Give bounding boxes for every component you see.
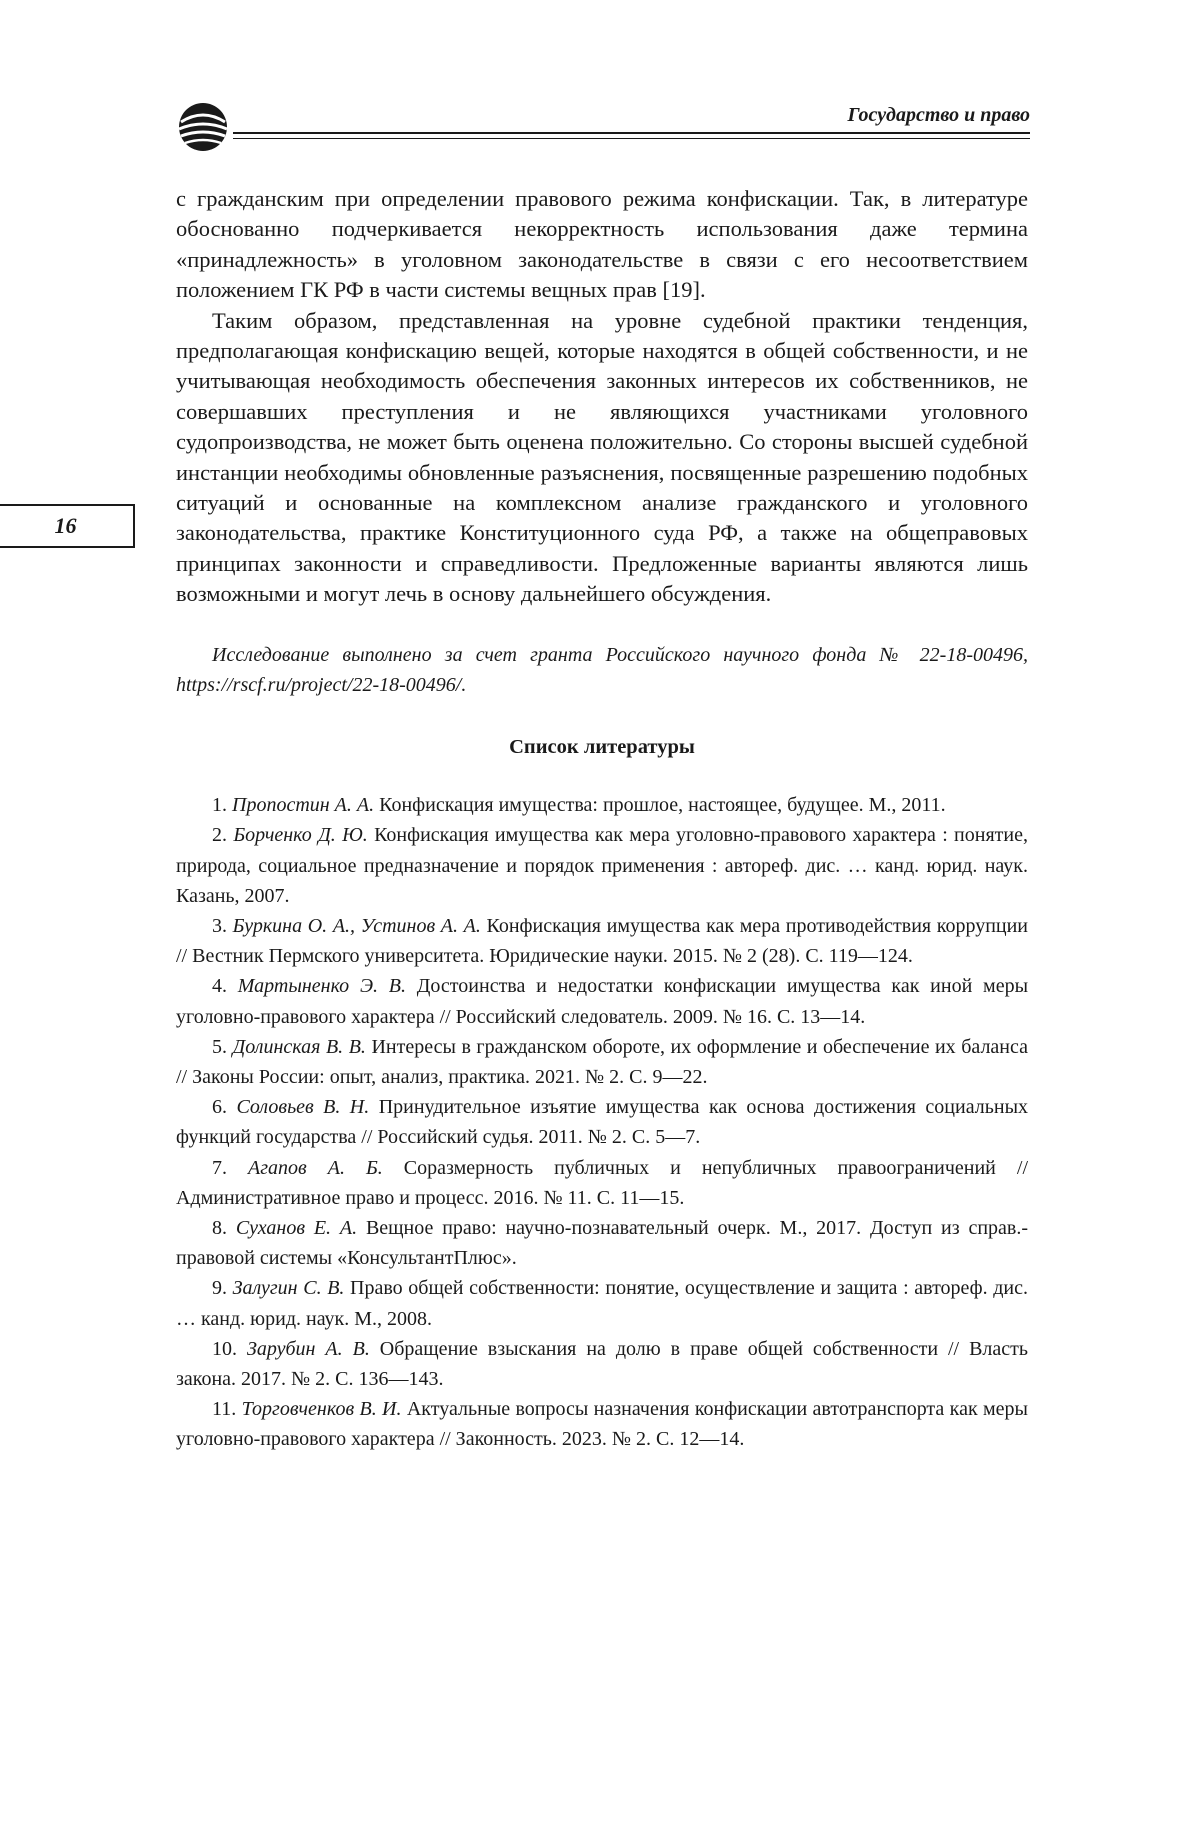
reference-number: 2.	[212, 824, 234, 847]
article-body	[176, 184, 1028, 1455]
reference-item	[176, 971, 1028, 1031]
reference-text: Конфискация имущества как мера противодействия коррупции // Вестник Пермского университета. Юридические науки. 2015. № 2 (28). С. 119—124.	[176, 914, 1029, 968]
reference-item	[176, 1092, 1028, 1152]
header-rule	[233, 132, 1030, 134]
reference-author: Залугин С. В.	[232, 1277, 345, 1300]
reference-author: Торговченков В. И.	[241, 1398, 402, 1421]
reference-item	[176, 1153, 1028, 1213]
reference-item	[176, 1273, 1028, 1333]
reference-author: Агапов А. Б.	[248, 1156, 383, 1179]
reference-text: Обращение взыскания на долю в праве общей собственности // Власть закона. 2017. № 2. С. 136—143.	[176, 1337, 1028, 1390]
paragraph-conclusion: Таким образом, представленная на уровне судебной практики тенденция, предполагающая конфискацию вещей, которые находятся в общей собственности, и не учитывающая необходимость обеспечения законных интересов их собственников, не совершавших преступления и не являющихся участниками уголовного судопроизводства, не может быть оценена положительно. Со стороны высшей судебной инстанции необходимы обновленные разъяснения, посвященные разрешению подобных ситуаций и основанные на комплексном анализе гражданского и уголовного законодательства, практике Конституционного суда РФ, а также на общеправовых принципах законности и справедливости. Предложенные варианты являются лишь возможными и могут лечь в основу дальнейшего обсуждения.	[176, 307, 1028, 607]
reference-number: 5.	[212, 1035, 233, 1058]
page-number-tab	[0, 504, 135, 548]
reference-text: Конфискация имущества как мера уголовно-правового характера : понятие, природа, социальное предназначение и порядок применения : автореф. дис. … канд. юрид. наук. Казань, 2007.	[176, 824, 1028, 907]
reference-text: Соразмерность публичных и непубличных правоограничений // Административное право и процесс. 2016. № 11. С. 11—15.	[176, 1156, 1029, 1209]
reference-item	[176, 1213, 1028, 1273]
reference-number: 7.	[212, 1156, 249, 1179]
reference-text: Интересы в гражданском обороте, их оформление и обеспечение их баланса // Законы России: опыт, анализ, практика. 2021. № 2. С. 9—22.	[176, 1035, 1028, 1088]
funding-note: Исследование выполнено за счет гранта Российского научного фонда № 22-18-00496, https://rscf.ru/project/22-18-00496/.	[176, 643, 1028, 696]
journal-logo-icon	[175, 100, 237, 154]
reference-number: 1.	[212, 794, 232, 817]
reference-number: 4.	[212, 975, 238, 998]
reference-item	[176, 1032, 1028, 1092]
reference-author: Зарубин А. В.	[246, 1337, 370, 1360]
reference-number: 3.	[212, 914, 233, 937]
reference-number: 9.	[212, 1277, 233, 1300]
reference-text: Право общей собственности: понятие, осуществление и защита : автореф. дис. … канд. юрид. наук. М., 2008.	[176, 1277, 1029, 1330]
journal-title: Государство и право	[847, 104, 1030, 126]
reference-author: Соловьев В. Н.	[236, 1096, 370, 1119]
reference-author: Долинская В. В.	[232, 1035, 366, 1058]
reference-author: Суханов Е. А.	[235, 1216, 358, 1239]
reference-text: Принудительное изъятие имущества как основа достижения социальных функций государства // Российский судья. 2011. № 2. С. 5—7.	[176, 1096, 1029, 1149]
references-title: Список литературы	[509, 735, 695, 758]
paragraph-continuation: с гражданским при определении правового режима конфискации. Так, в литературе обоснованно подчеркивается некорректность использования даже термина «принадлежность» в уголовном законодательстве в связи с его несоответствием положением ГК РФ в части системы вещных прав [19].	[176, 186, 1028, 303]
reference-number: 6.	[212, 1096, 237, 1119]
reference-item	[176, 820, 1028, 911]
reference-author: Борченко Д. Ю.	[233, 824, 368, 847]
reference-number: 8.	[212, 1216, 236, 1239]
reference-item	[176, 790, 1028, 820]
reference-number: 10.	[212, 1337, 247, 1360]
reference-author: Буркина О. А., Устинов А. А.	[232, 914, 481, 937]
reference-text: Вещное право: научно-познавательный очерк. М., 2017. Доступ из справ.-правовой системы «КонсультантПлюс».	[176, 1216, 1029, 1270]
reference-text: Достоинства и недостатки конфискации имущества как иной меры уголовно-правового характера // Российский следователь. 2009. № 16. С. 13—14.	[176, 975, 1029, 1028]
page-number: 16	[54, 513, 77, 538]
page-header	[175, 94, 1030, 154]
reference-number: 11.	[212, 1398, 242, 1421]
header-rule-thin	[233, 138, 1030, 139]
reference-author: Пропостин А. А.	[232, 794, 375, 817]
references-list	[176, 790, 1028, 1454]
reference-item	[176, 911, 1028, 971]
reference-text: Конфискация имущества: прошлое, настоящее, будущее. М., 2011.	[374, 794, 946, 817]
reference-item	[176, 1394, 1028, 1454]
reference-text: Актуальные вопросы назначения конфискации автотранспорта как меры уголовно-правового характера // Законность. 2023. № 2. С. 12—14.	[176, 1398, 1028, 1451]
reference-item	[176, 1334, 1028, 1394]
reference-author: Мартыненко Э. В.	[237, 975, 407, 998]
